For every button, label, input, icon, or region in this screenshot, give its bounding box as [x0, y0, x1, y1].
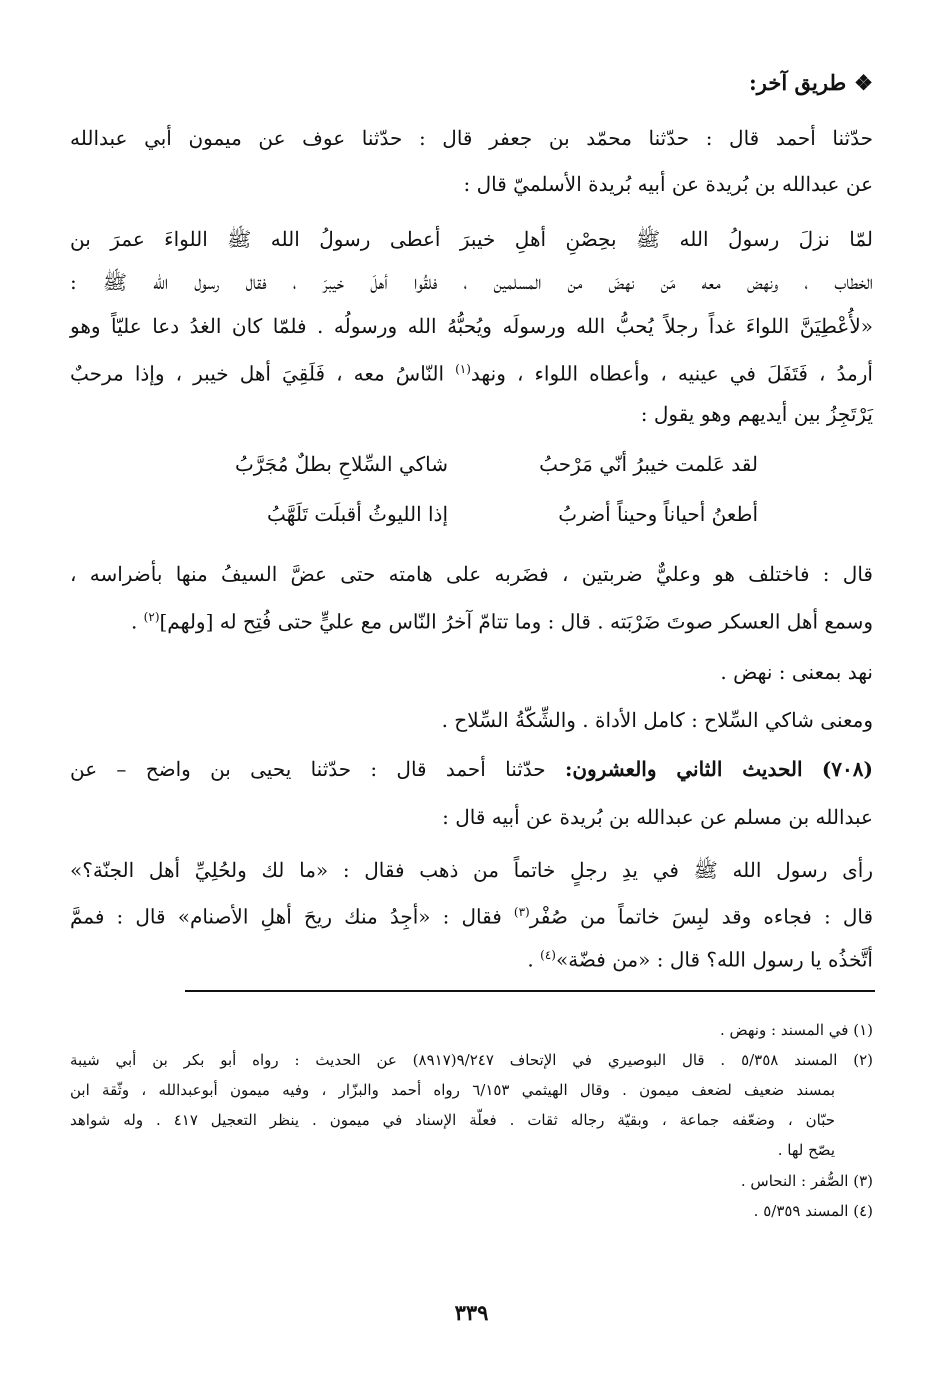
footnote-2-line-2: بمسند ضعيف لضعف ميمون . وقال الهيثمي ٦/١٥٣ رواه أحمد والبزّار ، وفيه ميمون أبوعبدالله ، وثّقة ابن	[70, 1081, 835, 1099]
page-number: ٣٣٩	[454, 1300, 489, 1325]
poem-verse-2	[158, 502, 758, 542]
section-heading-title: طريق آخر:	[749, 70, 847, 95]
hadith-708-line-3: رأى رسول الله ﷺ في يدِ رجلٍ خاتماً من ذهب فقال : «ما لك ولحُلِيِّ أهل الجنّة؟»	[70, 858, 873, 882]
gloss-nahad: نهد بمعنى : نهض .	[720, 660, 873, 684]
matn-line-3: «لأُعْطِيَنَّ اللواءَ غداً رجلاً يُحبُّ الله ورسولَه ويُحبُّهُ الله ورسولُه . فلمّا كان الغدُ دعا عليّاً وهو	[70, 314, 873, 338]
diamond-bullet-icon: ❖	[854, 70, 873, 95]
hadith-708-line-4: قال : فجاءه وقد لبِسَ خاتماً من صُفْر$^{(٣)}$ فقال : «أجِدُ منك ريحَ أهلِ الأصنام» قال : فممَّ	[70, 904, 874, 929]
footnote-2-line-4: يصّح لها .	[777, 1141, 835, 1159]
footnote-3: (٣) الصُّفر : النحاس .	[740, 1172, 873, 1190]
hadith-708-line-2: عبدالله بن مسلم عن عبدالله بن بُريدة عن أبيه قال :	[442, 805, 873, 829]
hadith-title: الحديث الثاني والعشرون:	[564, 757, 803, 781]
footnote-ref-2: (٢)	[143, 610, 160, 624]
footnote-1: (١) في المسند : ونهض .	[719, 1021, 873, 1039]
verse-2-first-hemistich: أطعنُ أحياناً وحيناً أضربُ	[558, 502, 758, 526]
hadith-number: (٧٠٨)	[821, 757, 873, 781]
matn-line-5: يَرْتَجِزُ بين أيديهم وهو يقول :	[640, 402, 873, 426]
verse-1-second-hemistich: شاكي السِّلاحِ بطلٌ مُجَرَّبُ	[234, 452, 448, 476]
matn-line-1: لمّا نزلَ رسولُ الله ﷺ بحِصْنِ أهلِ خيبرَ أعطى رسولُ الله ﷺ اللواءَ عمرَ بن	[70, 227, 873, 251]
hadith-708-line-1: (٧٠٨) الحديث الثاني والعشرون: حدّثنا أحمد قال : حدّثنا يحيى بن واضح – عن	[70, 757, 873, 781]
footnote-4: (٤) المسند ٥/٣٥٩ .	[753, 1202, 873, 1220]
verse-1-first-hemistich: لقد عَلمت خيبرُ أنّي مَرْحبُ	[539, 452, 758, 476]
gloss-shaki: ومعنى شاكي السِّلاح : كامل الأداة . والشِّكّةُ السِّلاح .	[441, 708, 873, 732]
isnad-line-2: عن عبدالله بن بُريدة عن أبيه بُريدة الأسلميّ قال :	[463, 172, 873, 196]
footnote-separator	[185, 990, 875, 992]
matn-cont-line-1: قال : فاختلف هو وعليٌّ ضربتين ، فضَربه على هامته حتى عضَّ السيفُ منها بأضراسه ،	[70, 562, 873, 586]
matn-cont-line-2: وسمع أهل العسكر صوتَ ضَرْبَته . قال : وما تتامّ آخرُ النّاس مع عليٍّ حتى فُتِح له [ولهم]$^{(٢)}$ .	[130, 609, 873, 634]
poem-verse-1	[158, 452, 758, 492]
footnote-2-line-1: (٢) المسند ٥/٣٥٨ . قال البوصيري في الإتحاف ٩/٢٤٧(٨٩١٧) عن الحديث : رواه أبو بكر بن أبي شيبة	[70, 1051, 873, 1069]
hadith-708-line-5: أتَّخذُه يا رسول الله؟ قال : «من فضّة»$^{(٤)}$ .	[527, 947, 873, 972]
isnad-line-1: حدّثنا أحمد قال : حدّثنا محمّد بن جعفر قال : حدّثنا عوف عن ميمون أبي عبدالله	[70, 126, 873, 150]
footnote-ref-4: (٤)	[540, 948, 556, 962]
matn-line-4: أرمدُ ، فَتَفَلَ في عينيه ، وأعطاه اللواء ، ونهد$^{(١)}$ النّاسُ معه ، فَلَقِيَ أهل خيبر ، وإذا مرحبٌ	[70, 361, 873, 386]
footnote-ref-1: (١)	[455, 362, 471, 376]
footnote-ref-3: (٣)	[513, 905, 530, 919]
section-heading	[749, 70, 873, 95]
verse-2-second-hemistich: إذا الليوثُ أقبلَت تَلَهَّبُ	[266, 502, 448, 526]
footnote-2-line-3: حبّان ، وضعّفه جماعة ، وبقيّة رجاله ثقات . فعلّة الإسناد في ميمون . ينظر التعجيل ٤١٧ . وله شواهد	[70, 1111, 835, 1129]
matn-line-2: الخطاب ، ونهض معه مَن نهضَ من المسلمين ، فلقُوا أهلَ خيبرَ ، فقال رسول الله ﷺ :	[70, 270, 873, 294]
